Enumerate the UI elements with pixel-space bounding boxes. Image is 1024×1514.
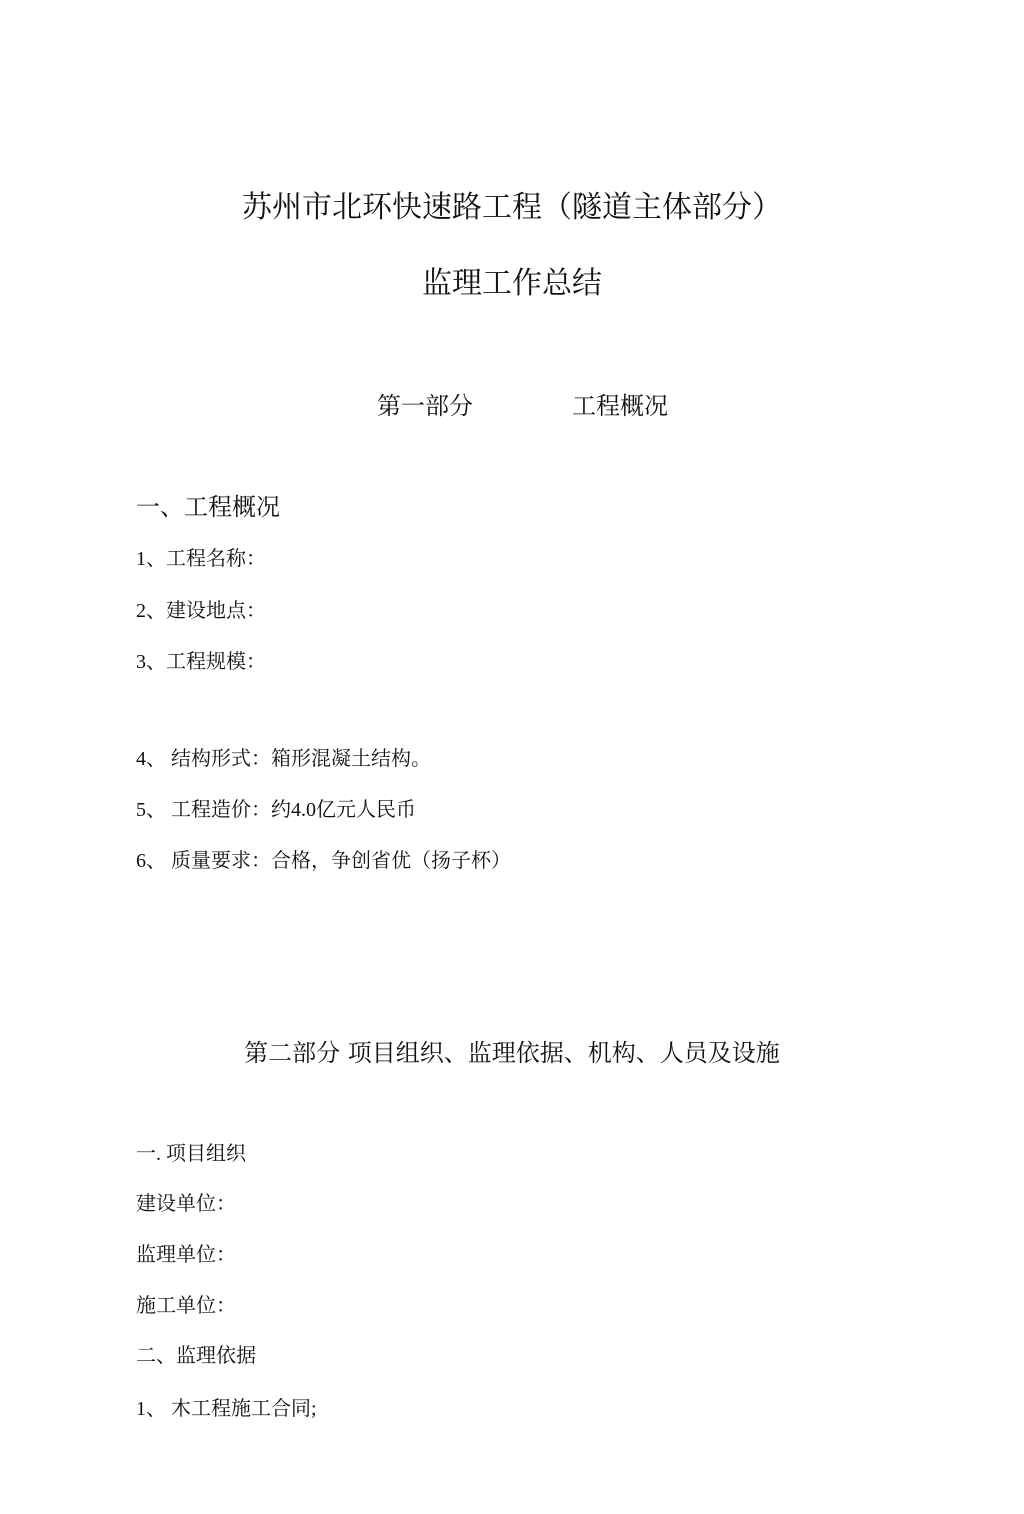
overview-item-cost: 5、 工程造价：约4.0亿元人民币: [136, 799, 416, 821]
part1-label: 第一部分: [377, 392, 473, 420]
section-heading-overview: 一、工程概况: [136, 493, 280, 521]
part1-name: 工程概况: [572, 392, 668, 420]
overview-item-scale: 3、工程规模：: [136, 651, 266, 673]
section-heading-basis: 二、监理依据: [136, 1345, 256, 1367]
org-line-supervisor: 监理单位：: [136, 1244, 236, 1266]
basis-item-contract: 1、 木工程施工合同;: [136, 1398, 317, 1420]
org-line-contractor: 施工单位：: [136, 1295, 236, 1317]
overview-item-structure: 4、 结构形式：箱形混凝土结构。: [136, 748, 431, 770]
overview-item-project-name: 1、工程名称：: [136, 548, 266, 570]
section-heading-organization: 一. 项目组织: [136, 1143, 246, 1165]
overview-item-location: 2、建设地点：: [136, 600, 266, 622]
part2-heading: 第二部分 项目组织、监理依据、机构、人员及设施: [244, 1039, 780, 1067]
document-title: 苏州市北环快速路工程（隧道主体部分）: [242, 190, 782, 225]
overview-item-quality: 6、 质量要求：合格，争创省优（扬子杯）: [136, 850, 511, 872]
org-line-owner: 建设单位：: [136, 1193, 236, 1215]
document-subtitle: 监理工作总结: [422, 266, 602, 301]
